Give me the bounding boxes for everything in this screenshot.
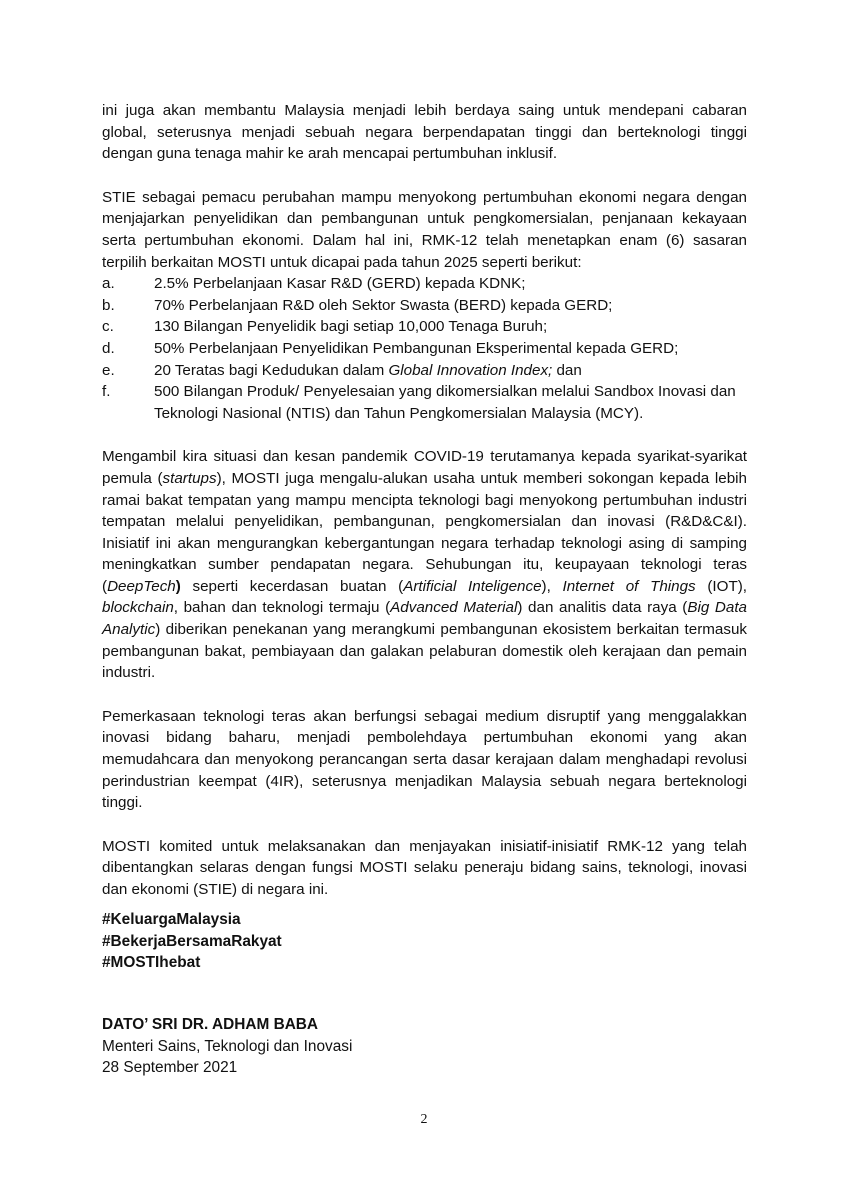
list-text: 70% Perbelanjaan R&D oleh Sektor Swasta (BERD) kepada GERD;	[154, 296, 613, 314]
paragraph-2: STIE sebagai pemacu perubahan mampu menyokong pertumbuhan ekonomi negara dengan menjajarkan penyelidikan dan pembangunan untuk pengkomersialan, penjanaan kekayaan serta pertumbuhan ekonomi. Dalam hal ini, RMK-12 telah menetapkan enam (6) sasaran terpilih berkaitan MOSTI untuk dicapai pada tahun 2025 seperti berikut:	[102, 188, 747, 271]
italic-term: DeepTech	[107, 577, 176, 595]
text-run: (IOT),	[695, 577, 747, 595]
list-item	[102, 273, 747, 295]
paragraph-4: Pemerkasaan teknologi teras akan berfungsi sebagai medium disruptif yang menggalakkan inovasi bidang baharu, menjadi pembolehdaya pertumbuhan ekonomi yang akan memudahcara dan menyokong perancangan serta dasar kerajaan dalam menghadapi revolusi perindustrian keempat (4IR), seterusnya menjadikan Malaysia sebuah negara berteknologi tinggi.	[102, 707, 747, 812]
list-marker: a.	[102, 275, 115, 293]
italic-term: Big Data Analytic	[102, 599, 747, 639]
text-run: seperti kecerdasan buatan (	[180, 577, 404, 595]
list-marker: f.	[102, 383, 111, 401]
text-run: 20 Teratas bagi Kedudukan dalam	[154, 361, 389, 379]
list-text: 2.5% Perbelanjaan Kasar R&D (GERD) kepada KDNK;	[154, 275, 526, 293]
list-marker: e.	[102, 361, 115, 379]
list-item	[102, 316, 747, 338]
italic-term: Artificial Inteligence	[403, 577, 542, 595]
text-run: ),	[541, 577, 563, 595]
italic-term: Global Innovation Index;	[388, 361, 553, 379]
paragraph-1: ini juga akan membantu Malaysia menjadi lebih berdaya saing untuk mendepani cabaran global, seterusnya menjadi sebuah negara berpendapatan tinggi dan berteknologi tinggi dengan guna tenaga mahir ke arah mencapai pertumbuhan inklusif.	[102, 102, 747, 163]
body-text	[102, 100, 747, 901]
paragraph-3	[102, 446, 747, 684]
text-run: dan	[552, 361, 582, 379]
text-run: ) diberikan penekanan yang merangkumi pembangunan ekosistem berkaitan termasuk pembangunan bakat, pembiayaan dan galakan pelaburan domestik oleh kerajaan dan pemain industri.	[102, 621, 747, 682]
targets-list	[102, 273, 747, 424]
text-run: , bahan dan teknologi termaju (	[173, 599, 391, 617]
signatory-title: Menteri Sains, Teknologi dan Inovasi	[102, 1037, 353, 1055]
list-item	[102, 338, 747, 360]
list-item	[102, 381, 747, 424]
italic-term: Advanced Material	[390, 599, 518, 617]
signatory-name: DATO’ SRI DR. ADHAM BABA	[102, 1016, 319, 1033]
text-run: Mengambil kira situasi dan kesan pandemik COVID-19 terutamanya kepada syarikat-syarikat pemula (	[102, 448, 747, 487]
list-marker: c.	[102, 318, 114, 336]
signature-date: 28 September 2021	[102, 1059, 238, 1077]
page-number: 2	[420, 1112, 428, 1127]
list-text: 500 Bilangan Produk/ Penyelesaian yang dikomersialkan melalui Sandbox Inovasi dan Teknologi Nasional (NTIS) dan Tahun Pengkomersialan Malaysia (MCY).	[154, 383, 736, 422]
list-marker: b.	[102, 296, 115, 314]
italic-term: blockchain	[102, 599, 174, 617]
signature-block	[102, 1014, 352, 1079]
list-marker: d.	[102, 339, 115, 357]
list-text: 50% Perbelanjaan Penyelidikan Pembangunan Eksperimental kepada GERD;	[154, 339, 679, 357]
hashtag: #BekerjaBersamaRakyat	[102, 932, 282, 950]
paragraph-5: MOSTI komited untuk melaksanakan dan menjayakan inisiatif-inisiatif RMK-12 yang telah dibentangkan selaras dengan fungsi MOSTI selaku peneraju bidang sains, teknologi, inovasi dan ekonomi (STIE) di negara ini.	[102, 837, 747, 898]
bold-bracket: )	[175, 577, 181, 595]
list-item	[102, 295, 747, 317]
hashtags	[102, 909, 282, 974]
list-item	[102, 360, 747, 382]
list-text	[154, 360, 747, 382]
italic-term: startups	[162, 469, 217, 487]
hashtag: #MOSTIhebat	[102, 954, 201, 972]
list-text: 130 Bilangan Penyelidik bagi setiap 10,000 Tenaga Buruh;	[154, 318, 548, 336]
text-run: ), MOSTI juga mengalu-alukan usaha untuk memberi sokongan kepada lebih ramai bakat tempatan yang mampu mencipta teknologi bagi menyokong pertumbuhan industri tempatan melalui penyelidikan, pembangunan, pengkomersialan dan inovasi (R&D&C&I). Inisiatif ini akan mengurangkan kebergantungan negara terhadap teknologi asing di samping meningkatkan sumber pendapatan negara. Sehubungan itu, keupayaan teknologi teras (	[102, 469, 747, 595]
italic-term: Internet of Things	[562, 577, 696, 595]
text-run: ) dan analitis data raya (	[517, 599, 688, 617]
hashtag: #KeluargaMalaysia	[102, 911, 241, 928]
